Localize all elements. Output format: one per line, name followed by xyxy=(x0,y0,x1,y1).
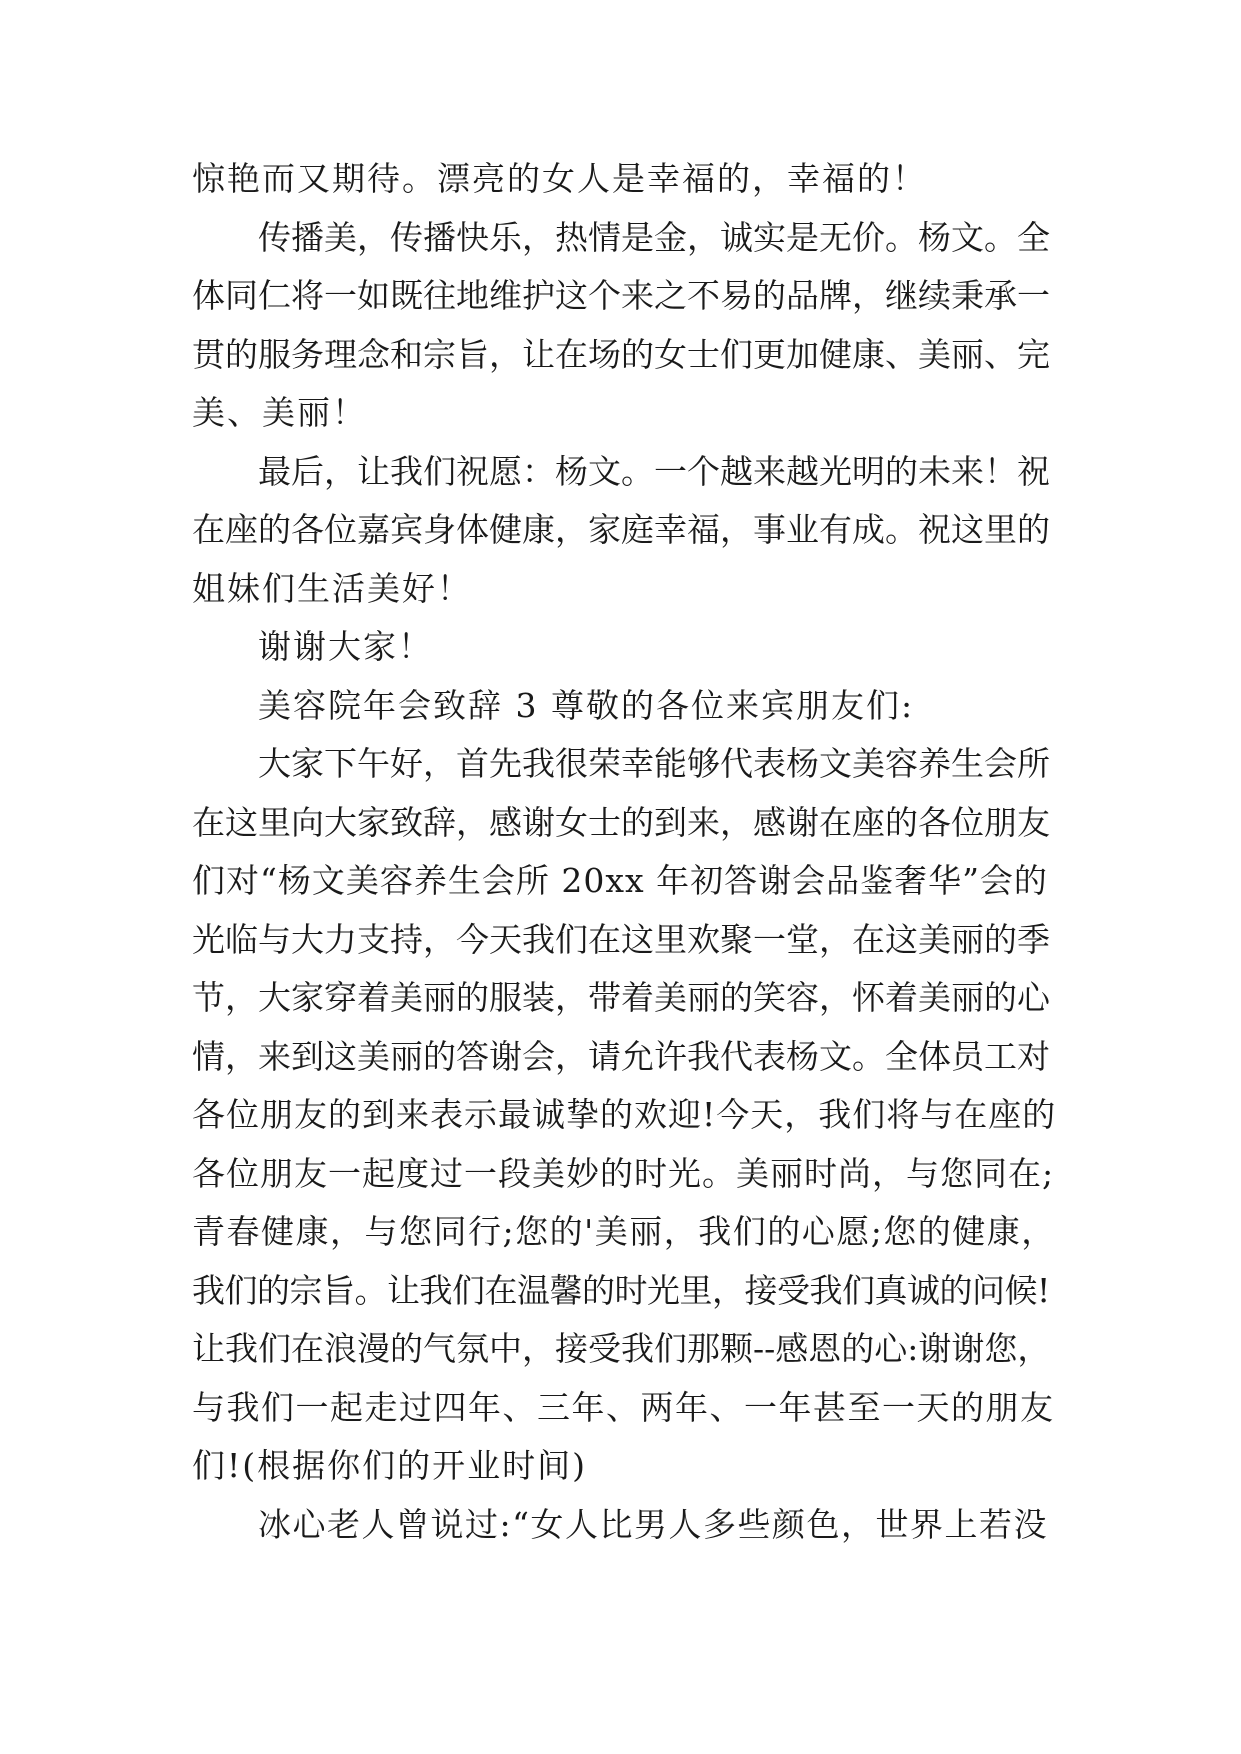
text-line: 大家下午好，首先我很荣幸能够代表杨文美容养生会所 xyxy=(258,744,1050,783)
text-line: 们!(根据你们的开业时间) xyxy=(192,1446,588,1485)
text-line: 传播美，传播快乐，热情是金，诚实是无价。杨文。全 xyxy=(258,217,1050,257)
text-line: 们对“杨文美容养生会所 20xx 年初答谢会品鉴奢华”会的 xyxy=(192,861,1048,900)
text-line: 各位朋友一起度过一段美妙的时光。美丽时尚，与您同在; xyxy=(192,1153,1055,1193)
text-line: 体同仁将一如既往地维护这个来之不易的品牌，继续秉承一 xyxy=(192,276,1050,315)
text-line: 节，大家穿着美丽的服装，带着美丽的笑容，怀着美丽的心 xyxy=(192,978,1050,1017)
text-line: 青春健康，与您同行;您的'美丽，我们的心愿;您的健康， xyxy=(192,1212,1056,1251)
text-line: 在这里向大家致辞，感谢女士的到来，感谢在座的各位朋友 xyxy=(192,802,1050,842)
text-line: 在座的各位嘉宾身体健康，家庭幸福，事业有成。祝这里的 xyxy=(192,510,1050,549)
text-line: 光临与大力支持，今天我们在这里欢聚一堂，在这美丽的季 xyxy=(192,919,1050,959)
text-line: 美容院年会致辞 3 尊敬的各位来宾朋友们: xyxy=(258,685,915,725)
text-line: 冰心老人曾说过:“女人比男人多些颜色，世界上若没 xyxy=(258,1504,1048,1544)
text-line: 各位朋友的到来表示最诚挚的欢迎!今天，我们将与在座的 xyxy=(192,1095,1057,1134)
document-body xyxy=(192,150,1058,1554)
text-line: 与我们一起走过四年、三年、两年、一年甚至一天的朋友 xyxy=(192,1387,1055,1427)
text-line: 情，来到这美丽的答谢会，请允许我代表杨文。全体员工对 xyxy=(192,1036,1050,1076)
text-line: 我们的宗旨。让我们在温馨的时光里，接受我们真诚的问候! xyxy=(192,1270,1050,1310)
text-line: 姐妹们生活美好！ xyxy=(192,568,472,608)
text-line: 谢谢大家！ xyxy=(258,627,433,666)
text-line: 最后，让我们祝愿：杨文。一个越来越光明的未来！祝 xyxy=(258,451,1050,491)
text-line: 贯的服务理念和宗旨，让在场的女士们更加健康、美丽、完 xyxy=(192,334,1050,374)
text-line: 美、美丽！ xyxy=(192,393,367,432)
text-line: 让我们在浪漫的气氛中，接受我们那颗--感恩的心:谢谢您， xyxy=(192,1329,1051,1368)
text-line: 惊艳而又期待。漂亮的女人是幸福的，幸福的！ xyxy=(192,159,927,198)
